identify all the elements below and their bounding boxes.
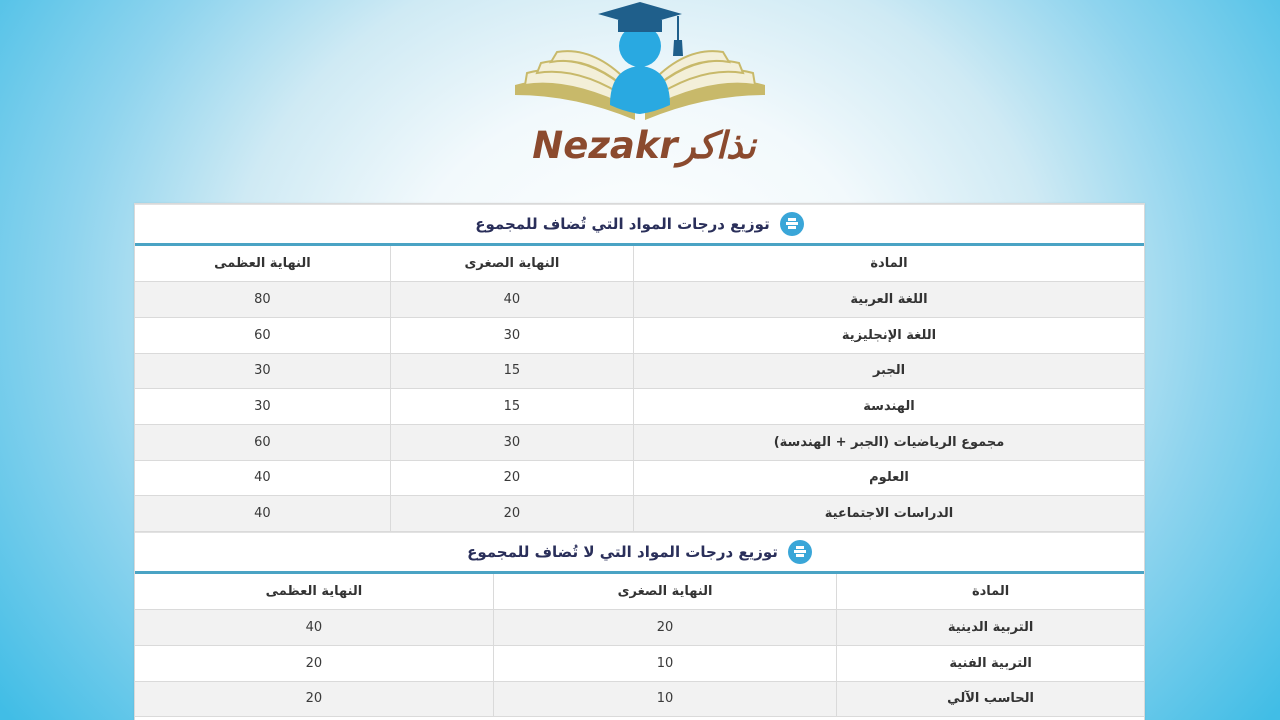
subject-cell: الحاسب الآلي (837, 681, 1144, 717)
graduate-book-logo-icon (505, 0, 775, 125)
subject-cell: مجموع الرياضيات (الجبر + الهندسة) (634, 424, 1145, 460)
max-grade-cell: 30 (135, 389, 390, 425)
min-grade-cell: 15 (390, 353, 633, 389)
table-row (135, 282, 1144, 318)
subject-cell: اللغة العربية (634, 282, 1145, 318)
table-row (135, 424, 1144, 460)
site-logo[interactable] (505, 0, 775, 185)
subject-cell: التربية الدينية (837, 610, 1144, 646)
section-title-not-added (135, 532, 1144, 574)
subject-cell: التربية الفنية (837, 645, 1144, 681)
min-grade-cell: 20 (390, 496, 633, 532)
max-grade-cell: 20 (135, 645, 493, 681)
min-grade-cell: 20 (390, 460, 633, 496)
min-grade-cell: 15 (390, 389, 633, 425)
subject-cell: العلوم (634, 460, 1145, 496)
logo-text-arabic: نذاكر (677, 124, 756, 167)
grades-table-not-added (135, 574, 1144, 717)
subject-cell: الدراسات الاجتماعية (634, 496, 1145, 532)
logo-text (519, 124, 769, 167)
table-row (135, 681, 1144, 717)
subject-cell: الهندسة (634, 389, 1145, 425)
grades-table-added (135, 246, 1144, 532)
table-row (135, 317, 1144, 353)
min-grade-cell: 30 (390, 317, 633, 353)
max-grade-cell: 60 (135, 424, 390, 460)
max-grade-cell: 20 (135, 681, 493, 717)
column-header-subject: المادة (837, 574, 1144, 610)
min-grade-cell: 40 (390, 282, 633, 318)
min-grade-cell: 10 (493, 681, 836, 717)
max-grade-cell: 40 (135, 460, 390, 496)
section-bullet-icon (788, 540, 812, 564)
subject-cell: الجبر (634, 353, 1145, 389)
max-grade-cell: 60 (135, 317, 390, 353)
table-header-row (135, 246, 1144, 282)
column-header-min: النهاية الصغرى (493, 574, 836, 610)
table-row (135, 389, 1144, 425)
section-bullet-icon (780, 212, 804, 236)
min-grade-cell: 30 (390, 424, 633, 460)
section-title-text: توزيع درجات المواد التي لا تُضاف للمجموع (467, 543, 778, 561)
subject-cell: اللغة الإنجليزية (634, 317, 1145, 353)
section-title-added (135, 204, 1144, 246)
min-grade-cell: 10 (493, 645, 836, 681)
table-row (135, 645, 1144, 681)
column-header-max: النهاية العظمى (135, 246, 390, 282)
max-grade-cell: 80 (135, 282, 390, 318)
table-row (135, 353, 1144, 389)
column-header-min: النهاية الصغرى (390, 246, 633, 282)
table-row (135, 460, 1144, 496)
table-header-row (135, 574, 1144, 610)
column-header-max: النهاية العظمى (135, 574, 493, 610)
table-row (135, 610, 1144, 646)
max-grade-cell: 40 (135, 496, 390, 532)
logo-text-latin: Nezakr (532, 124, 678, 167)
min-grade-cell: 20 (493, 610, 836, 646)
column-header-subject: المادة (634, 246, 1145, 282)
max-grade-cell: 30 (135, 353, 390, 389)
table-row (135, 496, 1144, 532)
grades-card (134, 203, 1145, 720)
max-grade-cell: 40 (135, 610, 493, 646)
section-title-text: توزيع درجات المواد التي تُضاف للمجموع (475, 215, 770, 233)
